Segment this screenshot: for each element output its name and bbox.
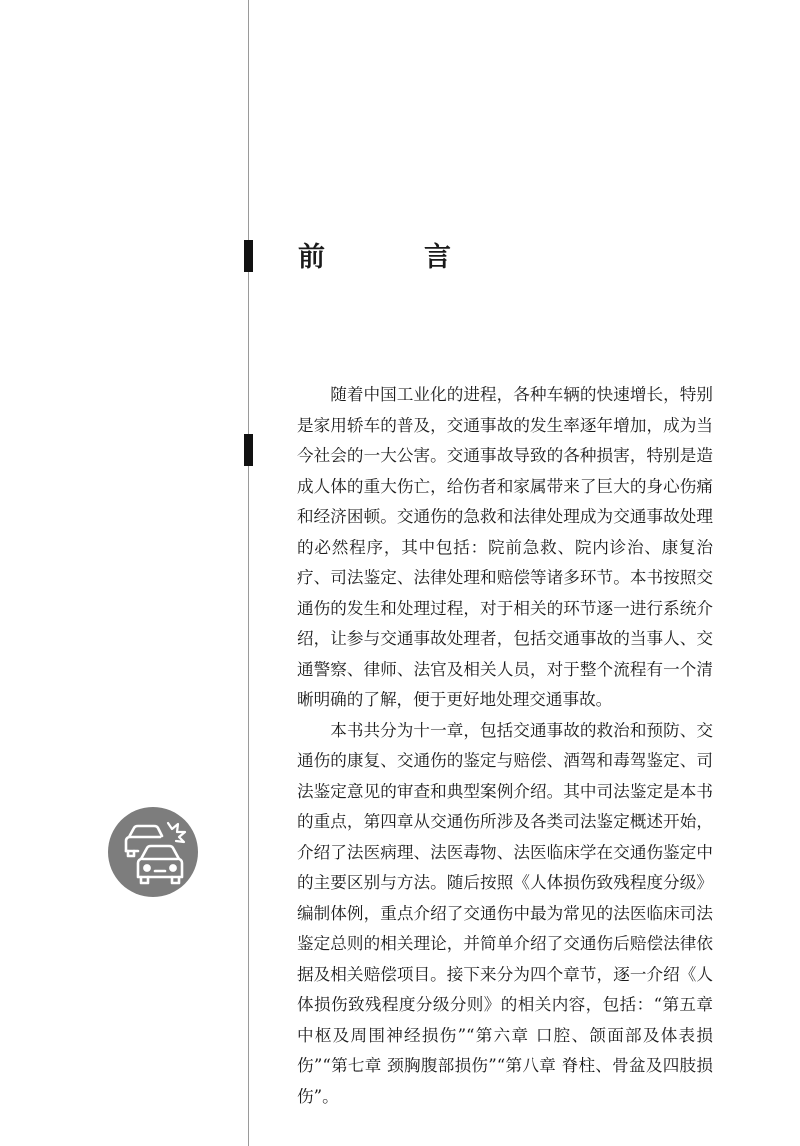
section-marker <box>244 434 253 466</box>
car-collision-icon <box>108 807 198 897</box>
paragraph: 本书共分为十一章，包括交通事故的救治和预防、交通伤的康复、交通伤的鉴定与赔偿、酒驾和毒驾鉴定、司法鉴定意见的审查和典型案例介绍。其中司法鉴定是本书的重点，第四章从交通伤所涉及各类司法鉴定概述开始，介绍了法医病理、法医毒物、法医临床学在交通伤鉴定中的主要区别与方法。随后按照《人体损伤致残程度分级》编制体例，重点介绍了交通伤中最为常见的法医临床司法鉴定总则的相关理论，并简单介绍了交通伤后赔偿法律依据及相关赔偿项目。接下来分为四个章节，逐一介绍《人体损伤致残程度分级分则》的相关内容，包括：“第五章 中枢及周围神经损伤”“第六章 口腔、颌面部及体表损伤”“第七章 颈胸腹部损伤”“第八章 脊柱、骨盆及四肢损伤”。 <box>297 720 713 1106</box>
margin-rule <box>248 0 249 1146</box>
page-title: 前 言 <box>298 242 487 273</box>
preface-body <box>297 380 713 1112</box>
section-marker <box>244 240 253 272</box>
paragraph: 随着中国工业化的进程，各种车辆的快速增长，特别是家用轿车的普及，交通事故的发生率逐年增加，成为当今社会的一大公害。交通事故导致的各种损害，特别是造成人体的重大伤亡，给伤者和家属带来了巨大的身心伤痛和经济困顿。交通伤的急救和法律处理成为交通事故处理的必然程序，其中包括：院前急救、院内诊治、康复治疗、司法鉴定、法律处理和赔偿等诸多环节。本书按照交通伤的发生和处理过程，对于相关的环节逐一进行系统介绍，让参与交通事故处理者，包括交通事故的当事人、交通警察、律师、法官及相关人员，对于整个流程有一个清晰明确的了解，便于更好地处理交通事故。 <box>297 385 713 709</box>
